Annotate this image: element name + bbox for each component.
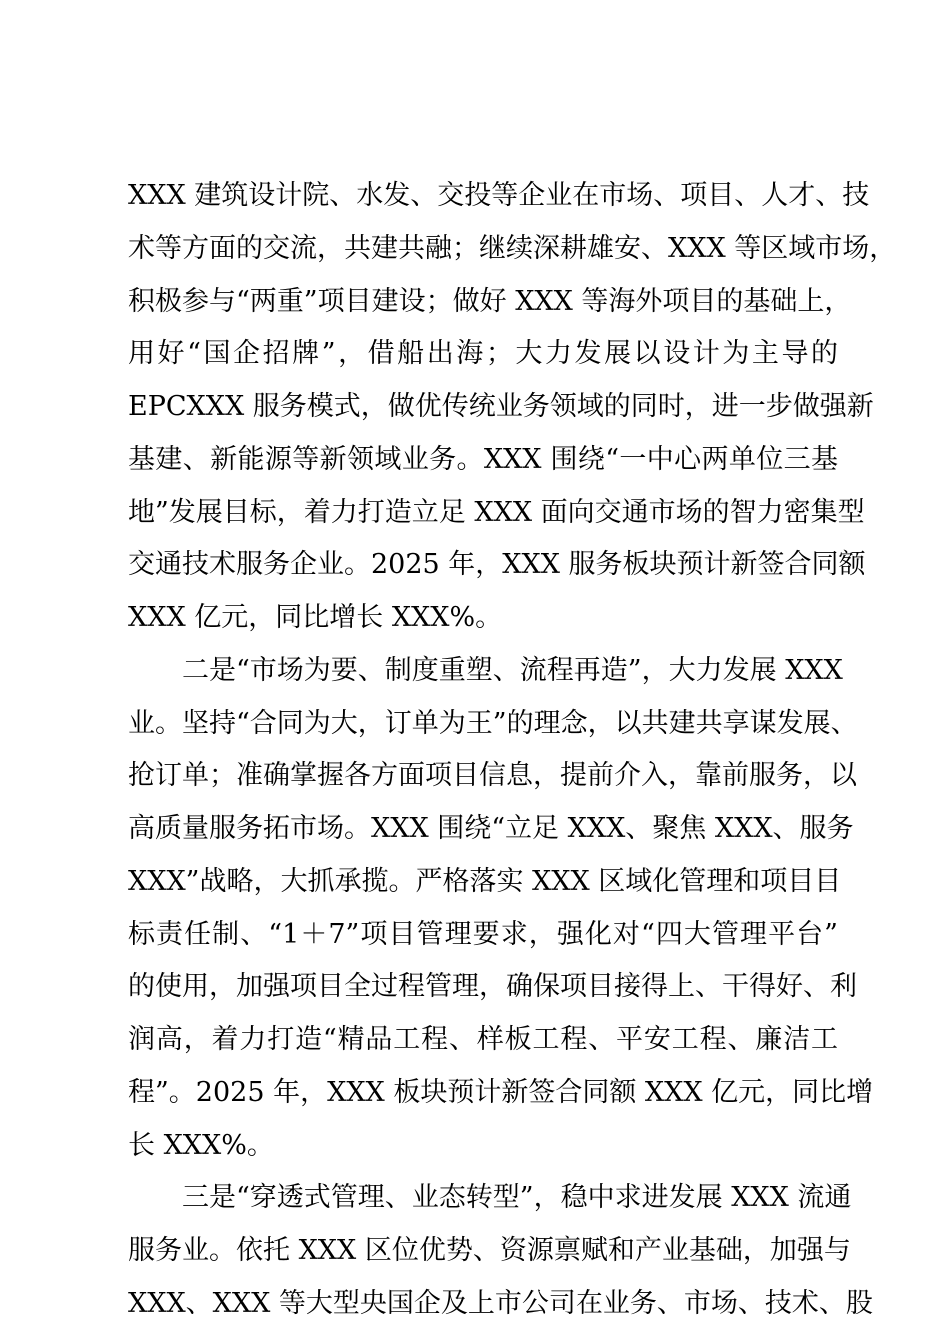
text-line: 润高，着力打造“精品工程、样板工程、平安工程、廉洁工 [128, 1024, 838, 1055]
text-line: 抢订单；准确掌握各方面项目信息，提前介入，靠前服务，以 [128, 760, 857, 791]
text-line: XXX 亿元，同比增长 XXX%。 [128, 602, 503, 633]
text-line: 高质量服务拓市场。XXX 围绕“立足 XXX、聚焦 XXX、服务 [128, 813, 854, 844]
text-line: 业。坚持“合同为大，订单为王”的理念，以共建共享谋发展、 [128, 708, 858, 739]
text-line: 长 XXX%。 [128, 1130, 274, 1161]
text-line: XXX 建筑设计院、水发、交投等企业在市场、项目、人才、技 [128, 180, 870, 211]
text-line: 地”发展目标，着力打造立足 XXX 面向交通市场的智力密集型 [128, 497, 865, 528]
paragraph-first-line: 三是“穿透式管理、业态转型”，稳中求进发展 XXX 流通 [182, 1182, 852, 1213]
text-line: 术等方面的交流，共建共融；继续深耕雄安、XXX 等区域市场， [128, 233, 897, 264]
text-line: 的使用，加强项目全过程管理，确保项目接得上、干得好、利 [128, 971, 857, 1002]
text-line: 交通技术服务企业。2025 年，XXX 服务板块预计新签合同额 [128, 549, 866, 580]
text-line: 程”。2025 年，XXX 板块预计新签合同额 XXX 亿元，同比增 [128, 1077, 874, 1108]
text-line: XXX、XXX 等大型央国企及上市公司在业务、市场、技术、股 [128, 1288, 873, 1319]
text-line: 基建、新能源等新领域业务。XXX 围绕“一中心两单位三基 [128, 444, 838, 475]
text-line: 服务业。依托 XXX 区位优势、资源禀赋和产业基础，加强与 [128, 1235, 851, 1266]
paragraph-first-line: 二是“市场为要、制度重塑、流程再造”，大力发展 XXX [182, 655, 843, 686]
text-line: 用好“国企招牌”，借船出海；大力发展以设计为主导的 [128, 338, 838, 369]
text-line: 标责任制、“1＋7”项目管理要求，强化对“四大管理平台” [128, 919, 838, 950]
text-line: EPCXXX 服务模式，做优传统业务领域的同时，进一步做强新 [128, 391, 874, 422]
text-line: XXX”战略，大抓承揽。严格落实 XXX 区域化管理和项目目 [128, 866, 842, 897]
text-line: 积极参与“两重”项目建设；做好 XXX 等海外项目的基础上， [128, 286, 852, 317]
